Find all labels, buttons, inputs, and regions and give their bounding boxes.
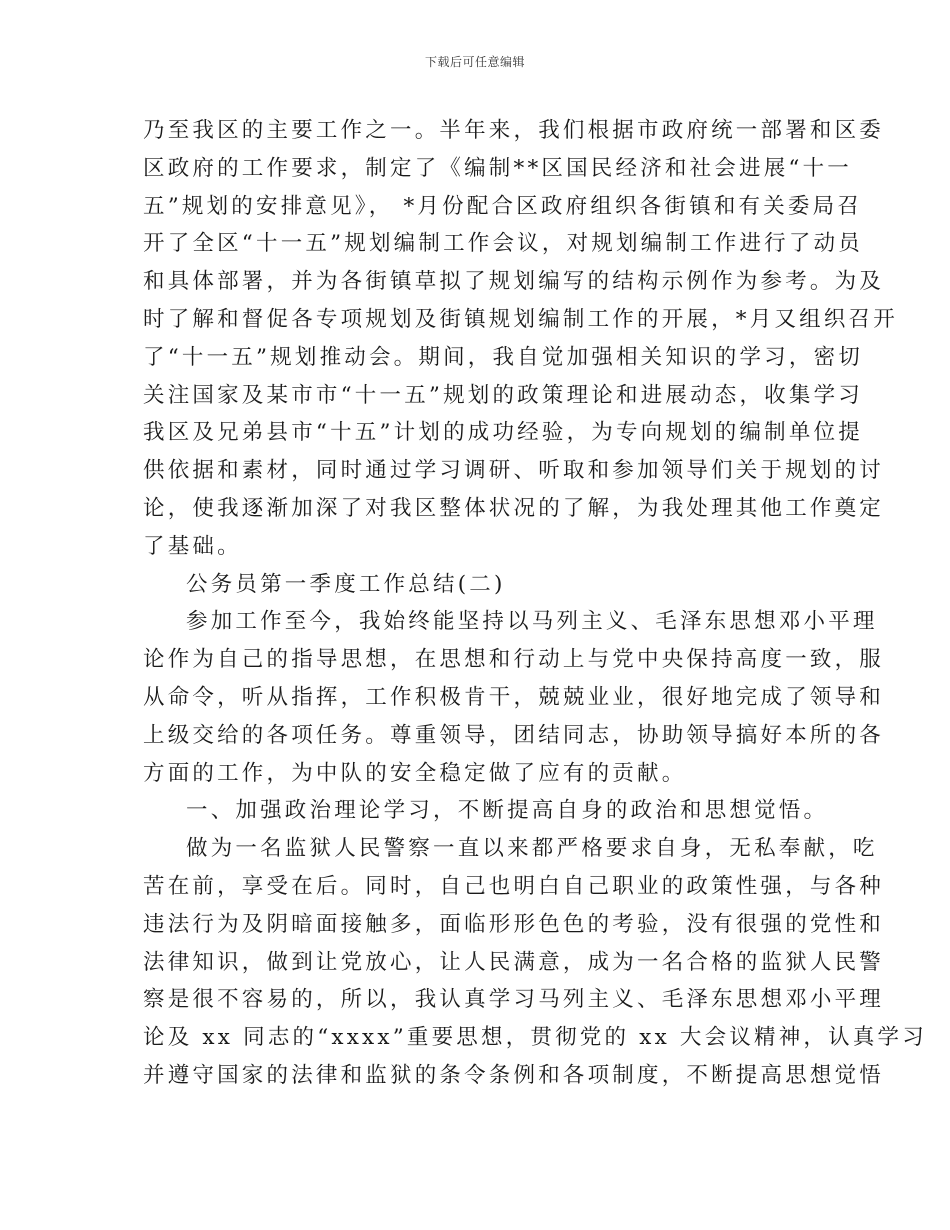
document-body: [143, 112, 927, 1095]
page-header: 下载后可任意编辑: [424, 55, 525, 69]
text-line: 做为一名监狱人民警察一直以来都严格要求自身，无私奉献，吃: [186, 836, 878, 862]
text-line: 供依据和素材，同时通过学习调研、听取和参加领导们关于规划的讨: [143, 458, 885, 484]
text-line: 关注国家及某市市“十一五”规划的政策理论和进展动态，收集学习: [143, 382, 863, 408]
text-line: 法律知识，做到让党放心，让人民满意，成为一名合格的监狱人民警: [143, 949, 885, 975]
section-title: 公务员第一季度工作总结(二): [186, 571, 506, 597]
text-line: 苦在前，享受在后。同时，自己也明白自己职业的政策性强，与各种: [143, 873, 885, 899]
text-line: 方面的工作，为中队的安全稳定做了应有的贡献。: [143, 760, 687, 786]
text-line: 上级交给的各项任务。尊重领导，团结同志，协助领导搞好本所的各: [143, 722, 885, 748]
text-line: 五”规划的安排意见》， *月份配合区政府组织各街镇和有关委局召: [143, 193, 863, 219]
text-line: 和具体部署，并为各街镇草拟了规划编写的结构示例作为参考。为及: [143, 269, 885, 295]
text-line: 了基础。: [143, 533, 242, 559]
text-line: 论，使我逐渐加深了对我区整体状况的了解，为我处理其他工作奠定: [143, 495, 885, 521]
text-line: 我区及兄弟县市“十五”计划的成功经验，为专向规划的编制单位提: [143, 420, 863, 446]
text-line: 乃至我区的主要工作之一。半年来，我们根据市政府统一部署和区委: [143, 118, 885, 143]
text-line: 了“十一五”规划推动会。期间，我自觉加强相关知识的学习，密切: [143, 344, 863, 370]
text-line: 开了全区“十一五”规划编制工作会议，对规划编制工作进行了动员: [143, 231, 863, 257]
text-line: 论作为自己的指导思想，在思想和行动上与党中央保持高度一致，服: [143, 647, 885, 673]
text-line: 参加工作至今，我始终能坚持以马列主义、毛泽东思想邓小平理: [186, 609, 878, 635]
text-line: 区政府的工作要求，制定了《编制**区国民经济和社会进展“十一: [143, 155, 852, 181]
text-line: 论及 xx 同志的“xxxx”重要思想，贯彻党的 xx 大会议精神，认真学习: [143, 1025, 927, 1051]
subsection-heading: 一、加强政治理论学习，不断提高自身的政治和思想觉悟。: [186, 798, 829, 824]
text-line: 从命令，听从指挥，工作积极肯干，兢兢业业，很好地完成了领导和: [143, 684, 885, 710]
text-line: 时了解和督促各专项规划及街镇规划编制工作的开展，*月又组织召开: [143, 306, 898, 332]
text-line: 察是很不容易的，所以，我认真学习马列主义、毛泽东思想邓小平理: [143, 987, 885, 1013]
text-line: 并遵守国家的法律和监狱的条令条例和各项制度，不断提高思想觉悟: [143, 1062, 885, 1088]
text-line: 违法行为及阴暗面接触多，面临形形色色的考验，没有很强的党性和: [143, 911, 885, 937]
